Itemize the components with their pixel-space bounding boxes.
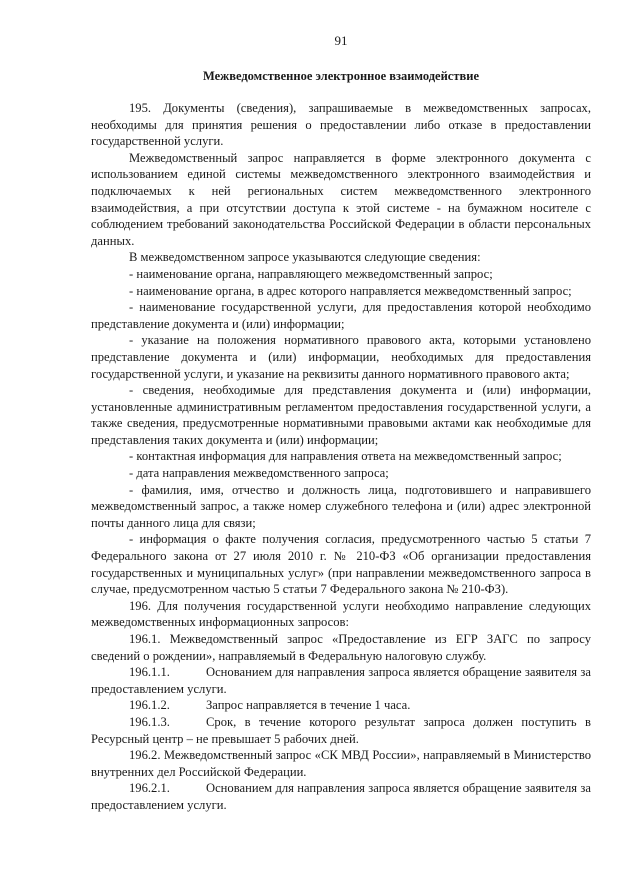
list-item: - фамилия, имя, отчество и должность лица, подготовившего и направившего межведомственный запрос, а также номер служебного телефона и (или) адрес электронной почты данного лица для связи; — [91, 482, 591, 530]
list-item: - информация о факте получения согласия, предусмотренного частью 5 статьи 7 Федерального закона от 27 июля 2010 г. № 210-ФЗ «Об организации предоставления государственных и муниципальных услуг» (при направлении межведомственного запроса в случае, предусмотренном частью 5 статьи 7 Федерального закона № 210-ФЗ). — [91, 532, 591, 597]
list-item: - сведения, необходимые для представления документа и (или) информации, установленные административным регламентом предоставления государственной услуги, а также сведения, предусмотренные нормативными правовыми актами как необходимые для представления таких документа и (или) информации; — [91, 383, 591, 447]
sub-item-196-1-1 — [91, 664, 591, 697]
paragraph-196: 196. Для получения государственной услуги необходимо направление следующих межведомственных информационных запросов: — [91, 598, 591, 630]
page-number: 91 — [334, 33, 348, 48]
list-item: - наименование органа, в адрес которого направляется межведомственный запрос; — [129, 283, 572, 298]
sub-item-196-1-3 — [91, 714, 591, 747]
paragraph-196-2: 196.2. Межведомственный запрос «СК МВД России», направляемый в Министерство внутренних дел Российской Федерации. — [91, 748, 591, 779]
list-item: - наименование органа, направляющего межведомственный запрос; — [129, 266, 493, 281]
sub-item-196-2-1 — [91, 780, 591, 813]
sub-item-number: 196.1.2. — [129, 698, 170, 713]
paragraph-request-form: Межведомственный запрос направляется в форме электронного документа с использованием единой системы межведомственного электронного взаимодействия и подключаемых к ней региональных систем межведомственного электронного взаимодействия, а при отсутствии доступа к этой системе - на бумажном носителе с соблюдением требований законодательства Российской Федерации в области персональных данных. — [91, 150, 591, 248]
list-item: - наименование государственной услуги, для предоставления которой необходимо представление документа и (или) информации; — [91, 300, 591, 331]
sub-item-text: Срок, в течение которого результат запроса должен поступить в Ресурсный центр – не превышает 5 рабочих дней. — [91, 714, 591, 746]
sub-item-196-1-2 — [91, 697, 591, 714]
paragraph-196-1: 196.1. Межведомственный запрос «Предоставление из ЕГР ЗАГС по запросу сведений о рождении», направляемый в Федеральную налоговую службу. — [91, 632, 591, 663]
sub-item-text: Основанием для направления запроса является обращение заявителя за предоставлением услуги. — [91, 665, 591, 696]
list-item: - контактная информация для направления ответа на межведомственный запрос; — [129, 449, 562, 464]
document-body — [91, 100, 591, 814]
paragraph-request-contents: В межведомственном запросе указываются следующие сведения: — [129, 250, 481, 265]
sub-item-number: 196.1.3. — [129, 714, 170, 729]
sub-item-text: Запрос направляется в течение 1 часа. — [206, 698, 411, 713]
list-item: - указание на положения нормативного правового акта, которыми установлено представление документа и (или) информации, необходимых для предоставления государственной услуги, и указание на реквизиты данного нормативного правового акта; — [91, 333, 591, 381]
sub-item-number: 196.2.1. — [129, 781, 170, 796]
list-item: - дата направления межведомственного запроса; — [129, 466, 389, 481]
sub-item-number: 196.1.1. — [129, 665, 170, 680]
paragraph-195: 195. Документы (сведения), запрашиваемые в межведомственных запросах, необходимы для принятия решения о предоставлении либо отказе в предоставлении государственной услуги. — [91, 101, 591, 149]
section-title: Межведомственное электронное взаимодействие — [202, 69, 480, 83]
sub-item-text: Основанием для направления запроса является обращение заявителя за предоставлением услуги. — [91, 781, 591, 812]
